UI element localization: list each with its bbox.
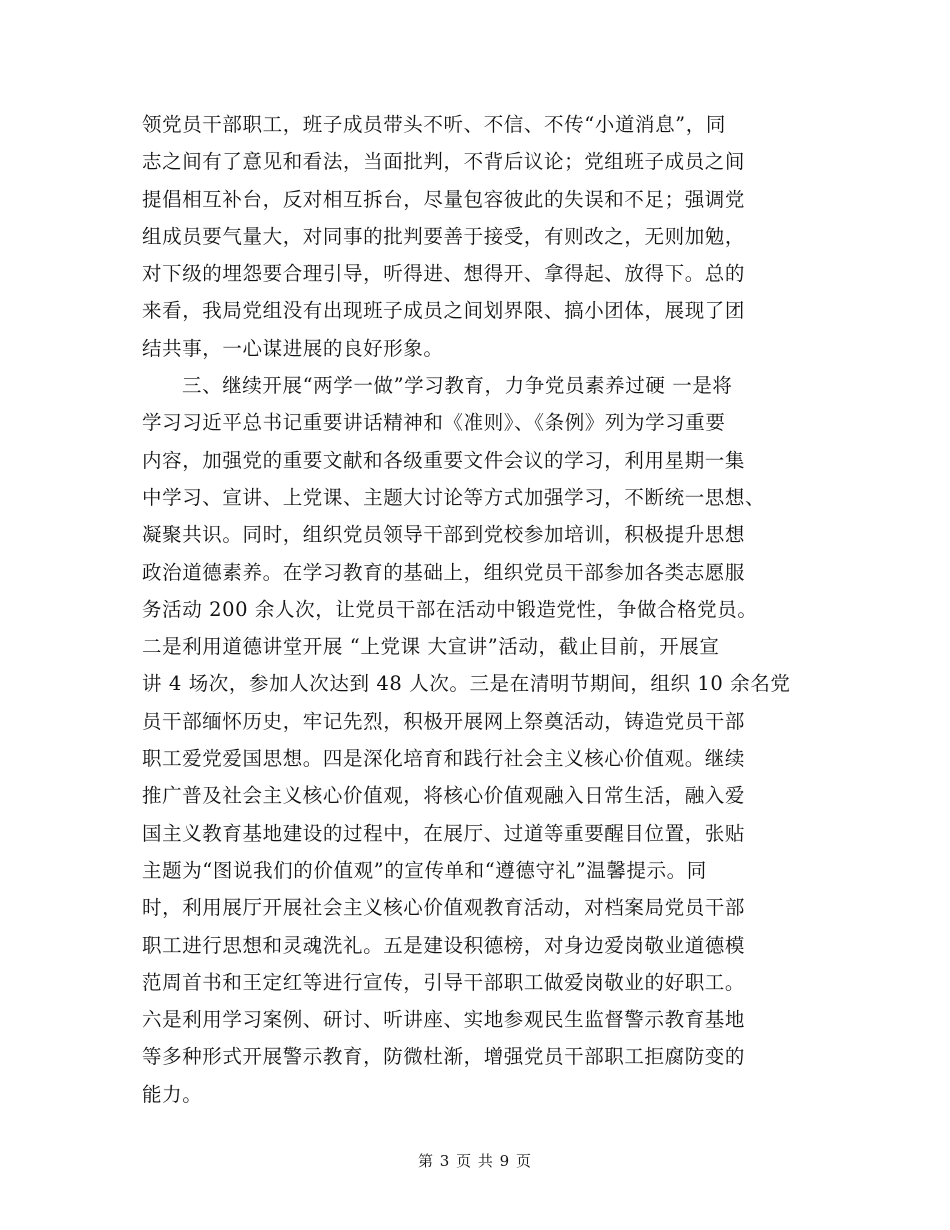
text-line: 等多种形式开展警示教育，防微杜渐，增强党员干部职工拒腐防变的 [142,1045,746,1069]
text-line: 推广普及社会主义核心价值观，将核心价值观融入日常生活，融入爱 [142,784,746,808]
text-line: 国主义教育基地建设的过程中，在展厅、过道等重要醒目位置，张贴 [142,821,746,845]
page-number-footer: 第 3 页 共 9 页 [418,1152,532,1170]
text-line: 主题为“图说我们的价值观”的宣传单和“遵德守礼”温馨提示。同 [142,858,707,882]
section-heading-line: 三、继续开展“两学一做”学习教育，力争党员素养过硬 一是将 [182,374,733,398]
text-line: 结共事，一心谋进展的良好形象。 [142,336,444,360]
text-line: 二是利用道德讲堂开展 “上党课 大宣讲”活动，截止目前，开展宣 [142,635,720,659]
text-line: 时，利用展厅开展社会主义核心价值观教育活动，对档案局党员干部 [142,896,746,920]
text-line: 讲 4 场次，参加人次达到 48 人次。三是在清明节期间，组织 10 余名党 [142,672,791,696]
text-line: 职工进行思想和灵魂洗礼。五是建设积德榜，对身边爱岗敬业道德模 [142,933,746,957]
text-line: 领党员干部职工，班子成员带头不听、不信、不传“小道消息”，同 [142,113,726,136]
text-line: 务活动 200 余人次，让党员干部在活动中锻造党性，争做合格党员。 [142,597,758,621]
text-line: 职工爱党爱国思想。四是深化培育和践行社会主义核心价值观。继续 [142,747,746,771]
body-text [142,106,814,1113]
text-line: 学习习近平总书记重要讲话精神和《准则》、《条例》列为学习重要 [142,411,726,435]
text-line: 提倡相互补台，反对相互拆台，尽量包容彼此的失误和不足；强调党 [142,187,746,211]
text-line: 能力。 [142,1082,203,1106]
text-line: 凝聚共识。同时，组织党员领导干部到党校参加培训，积极提升思想 [142,523,746,547]
text-line: 来看，我局党组没有出现班子成员之间划界限、搞小团体，展现了团 [142,299,746,323]
text-line: 六是利用学习案例、研讨、听讲座、实地参观民生监督警示教育基地 [142,1008,746,1032]
text-line: 政治道德素养。在学习教育的基础上，组织党员干部参加各类志愿服 [142,560,746,584]
text-line: 组成员要气量大，对同事的批判要善于接受，有则改之，无则加勉， [142,224,746,248]
text-line: 员干部缅怀历史，牢记先烈，积极开展网上祭奠活动，铸造党员干部 [142,709,746,733]
text-line: 内容，加强党的重要文献和各级重要文件会议的学习，利用星期一集 [142,448,746,472]
text-line: 对下级的埋怨要合理引导，听得进、想得开、拿得起、放得下。总的 [142,262,746,286]
text-line: 中学习、宣讲、上党课、主题大讨论等方式加强学习，不断统一思想、 [142,485,766,509]
text-line: 志之间有了意见和看法，当面批判，不背后议论；党组班子成员之间 [142,150,746,174]
text-line: 范周首书和王定红等进行宣传，引导干部职工做爱岗敬业的好职工。 [142,970,746,994]
